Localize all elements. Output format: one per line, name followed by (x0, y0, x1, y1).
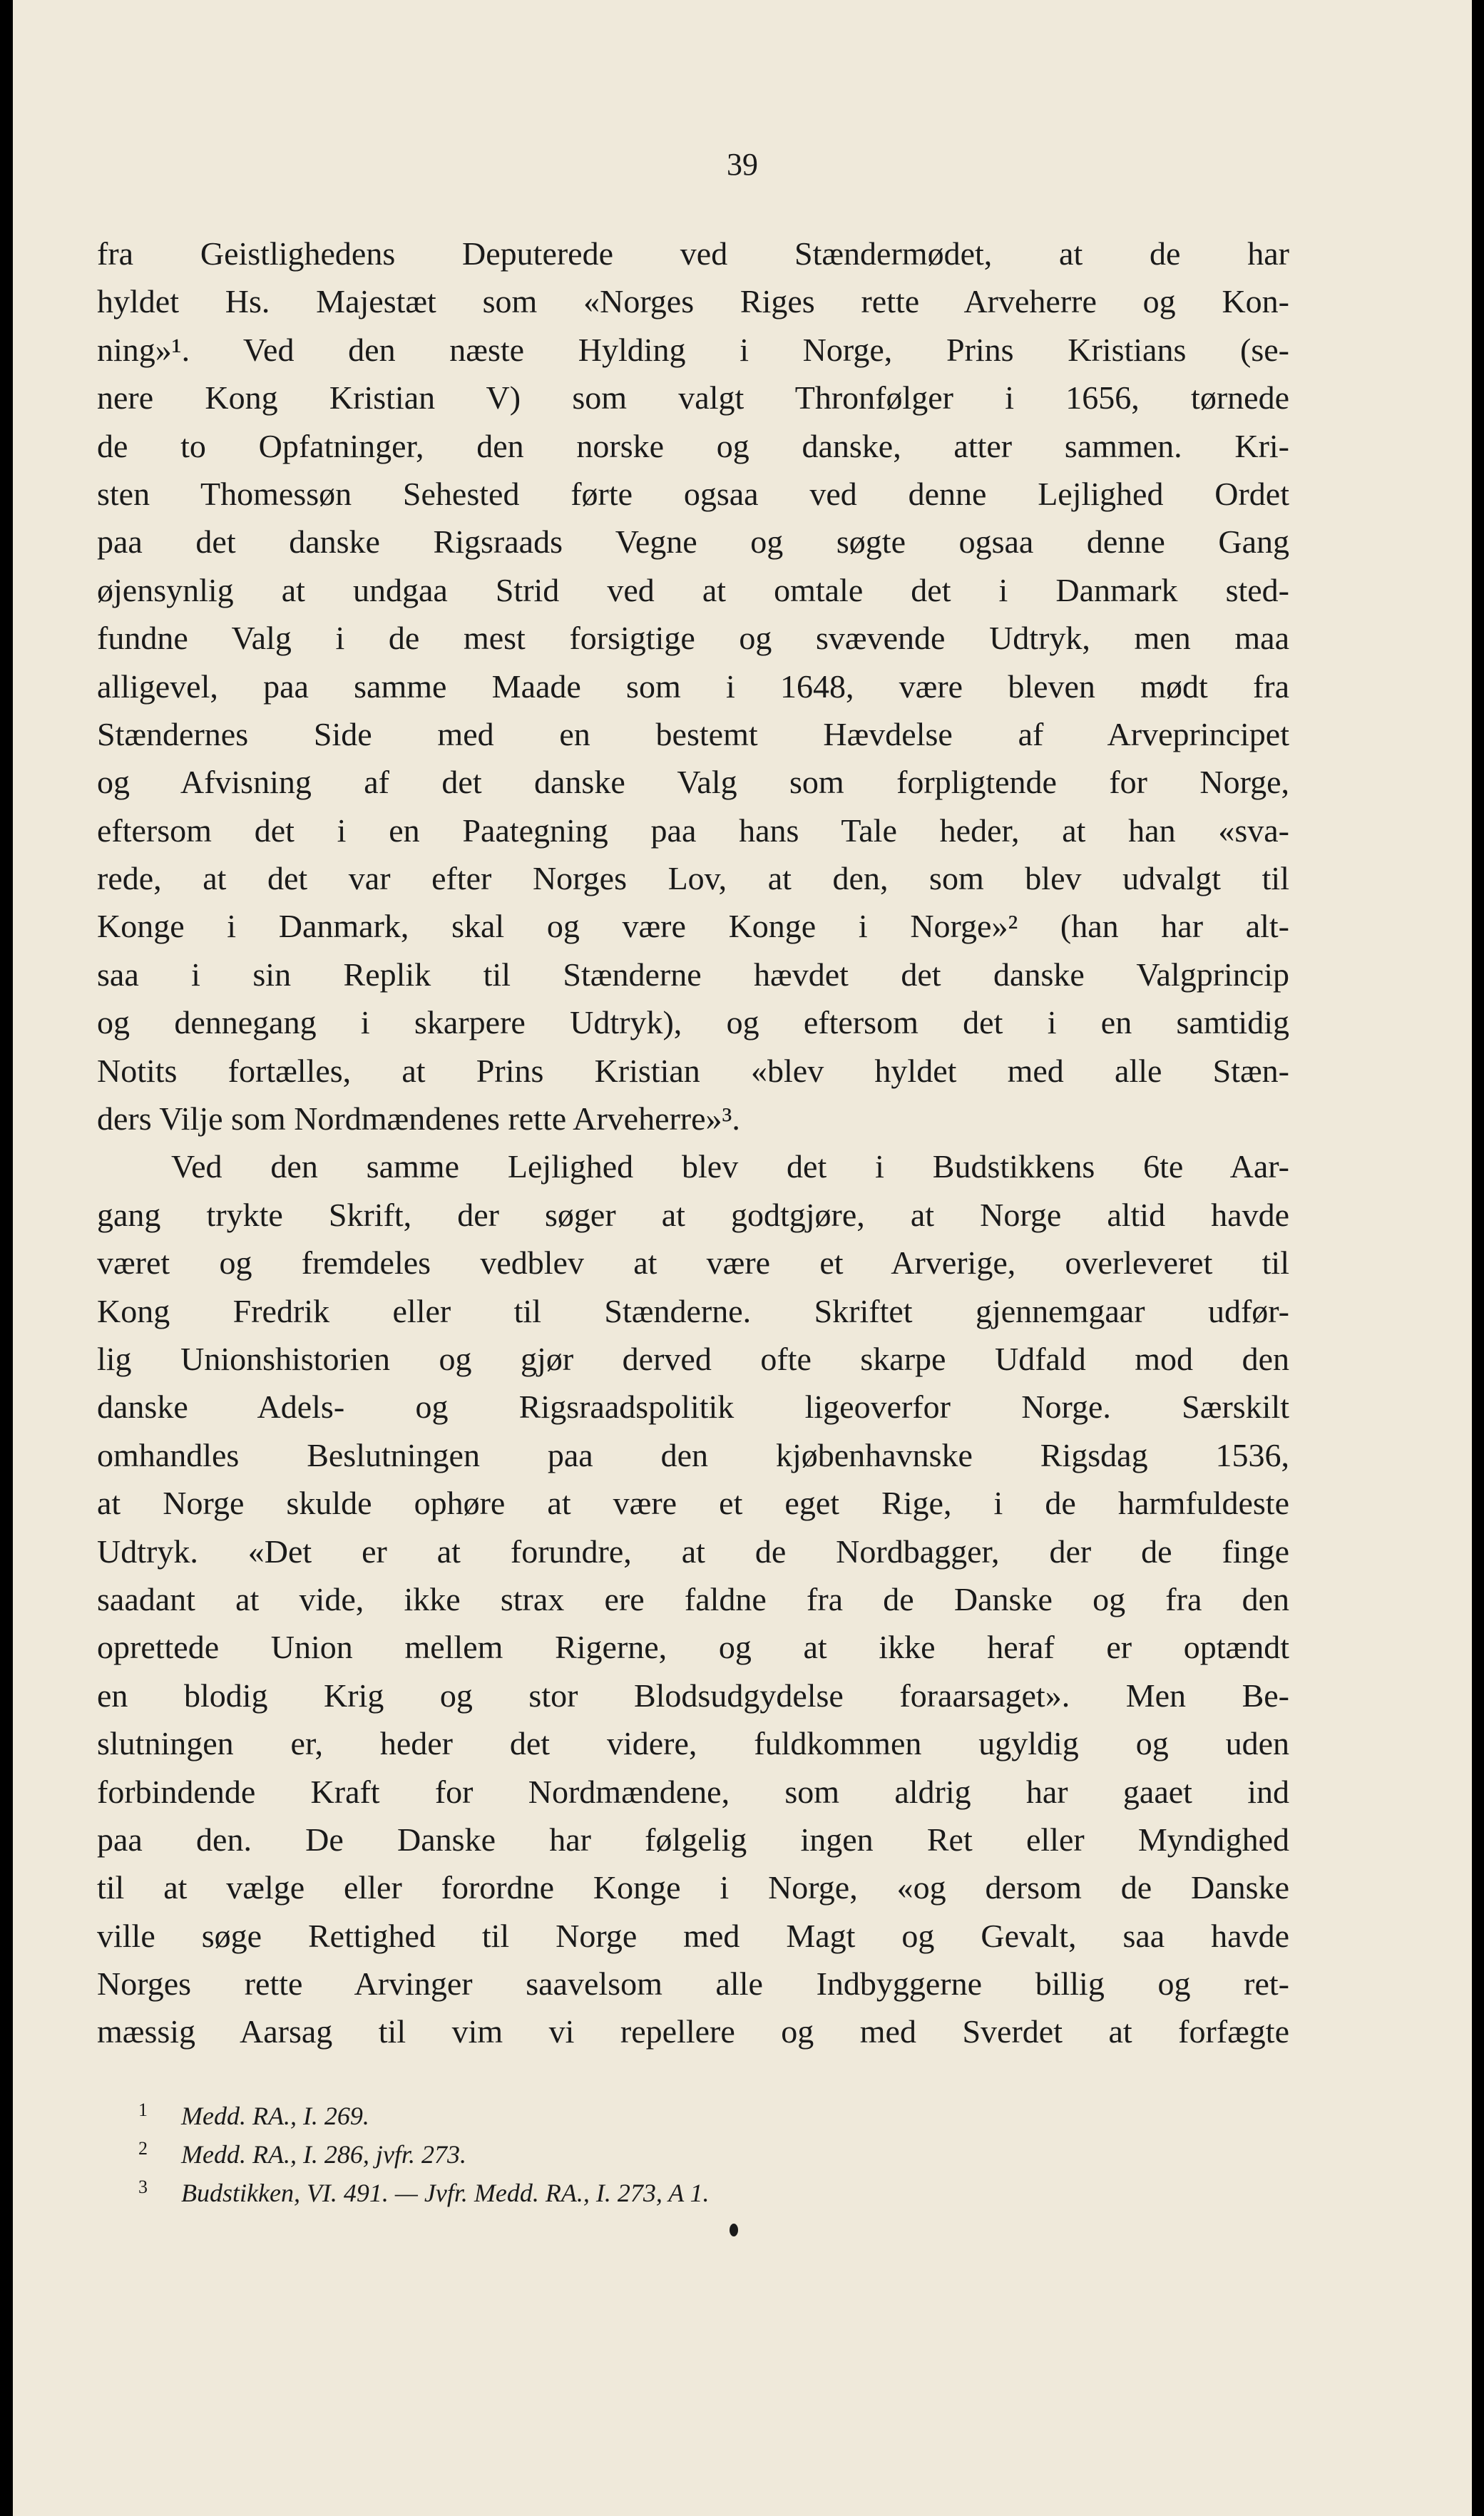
text-line: Udtryk. «Det er at forundre, at de Nordbagger, der de finge (97, 1533, 1289, 1570)
text-line: nere Kong Kristian V) som valgt Thronfølger i 1656, tørnede (97, 379, 1289, 416)
footnote-text: Medd. RA., I. 269. (181, 2102, 369, 2130)
text-line: lig Unionshistorien og gjør derved ofte skarpe Udfald mod den (97, 1340, 1289, 1377)
text-line: ders Vilje som Nordmændenes rette Arveherre»³. (97, 1100, 740, 1137)
text-line: sten Thomessøn Sehested førte ogsaa ved denne Lejlighed Ordet (97, 475, 1289, 512)
text-line: omhandles Beslutningen paa den kjøbenhavnske Rigsdag 1536, (97, 1436, 1289, 1473)
text-line: at Norge skulde ophøre at være et eget Rige, i de harmfuldeste (97, 1485, 1289, 1522)
text-line: Konge i Danmark, skal og være Konge i Norge»² (han har alt- (97, 908, 1289, 945)
text-line: en blodig Krig og stor Blodsudgydelse foraarsaget». Men Be- (97, 1677, 1289, 1714)
text-line: paa den. De Danske har følgelig ingen Ret eller Myndighed (97, 1821, 1289, 1858)
text-line: danske Adels- og Rigsraadspolitik ligeoverfor Norge. Særskilt (97, 1389, 1289, 1426)
footnote-mark: 3 (138, 2177, 148, 2197)
text-line: fundne Valg i de mest forsigtige og svævende Udtryk, men maa (97, 620, 1289, 657)
text-line: og dennegang i skarpere Udtryk), og eftersom det i en samtidig (97, 1004, 1289, 1041)
text-line: hyldet Hs. Majestæt som «Norges Riges rette Arveherre og Kon- (97, 283, 1289, 320)
footnote-text: Budstikken, VI. 491. — Jvfr. Medd. RA., I. 273, A 1. (181, 2179, 710, 2207)
footnote-text: Medd. RA., I. 286, jvfr. 273. (181, 2140, 466, 2169)
text-line: øjensynlig at undgaa Strid ved at omtale det i Danmark sted- (97, 571, 1289, 608)
text-line: Norges rette Arvinger saavelsom alle Indbyggerne billig og ret- (97, 1965, 1289, 2003)
text-line: rede, at det var efter Norges Lov, at den, som blev udvalgt til (97, 860, 1289, 897)
ink-dot (730, 2224, 738, 2236)
footnotes (138, 2091, 1065, 2206)
text-line: eftersom det i en Paategning paa hans Tale heder, at han «sva- (97, 812, 1289, 849)
footnote (138, 2091, 1065, 2129)
text-line: fra Geistlighedens Deputerede ved Stændermødet, at de har (97, 235, 1289, 272)
footnote-mark: 2 (138, 2138, 148, 2159)
text-line: de to Opfatninger, den norske og danske, atter sammen. Kri- (97, 427, 1289, 464)
text-line: ning»¹. Ved den næste Hylding i Norge, Prins Kristians (se- (97, 331, 1289, 368)
footnote (138, 2129, 1065, 2168)
text-line: gang trykte Skrift, der søger at godtgjøre, at Norge altid havde (97, 1196, 1289, 1233)
text-line: og Afvisning af det danske Valg som forpligtende for Norge, (97, 764, 1289, 801)
text-line: Notits fortælles, at Prins Kristian «blev hyldet med alle Stæn- (97, 1052, 1289, 1089)
text-line: saadant at vide, ikke strax ere faldne fra de Danske og fra den (97, 1580, 1289, 1617)
text-line: Ved den samme Lejlighed blev det i Budstikkens 6te Aar- (171, 1148, 1289, 1185)
text-line: forbindende Kraft for Nordmændene, som aldrig har gaaet ind (97, 1773, 1289, 1810)
text-line: oprettede Union mellem Rigerne, og at ikke heraf er optændt (97, 1629, 1289, 1666)
body-text (97, 230, 1289, 2056)
footnote-mark: 1 (138, 2100, 148, 2120)
text-line: til at vælge eller forordne Konge i Norge, «og dersom de Danske (97, 1869, 1289, 1906)
text-line: slutningen er, heder det videre, fuldkommen ugyldig og uden (97, 1725, 1289, 1762)
text-line: Stændernes Side med en bestemt Hævdelse af Arveprincipet (97, 715, 1289, 752)
footnote (138, 2168, 1065, 2206)
text-line: alligevel, paa samme Maade som i 1648, være bleven mødt fra (97, 668, 1289, 705)
text-line: været og fremdeles vedblev at være et Arverige, overleveret til (97, 1244, 1289, 1282)
text-line: paa det danske Rigsraads Vegne og søgte ogsaa denne Gang (97, 523, 1289, 561)
page-number: 39 (727, 147, 758, 182)
text-line: Kong Fredrik eller til Stænderne. Skriftet gjennemgaar udfør- (97, 1292, 1289, 1329)
book-page (13, 0, 1472, 2516)
text-line: mæssig Aarsag til vim vi repellere og med Sverdet at forfægte (97, 2013, 1289, 2050)
text-line: saa i sin Replik til Stænderne hævdet det danske Valgprincip (97, 956, 1289, 993)
text-line: ville søge Rettighed til Norge med Magt og Gevalt, saa havde (97, 1917, 1289, 1954)
